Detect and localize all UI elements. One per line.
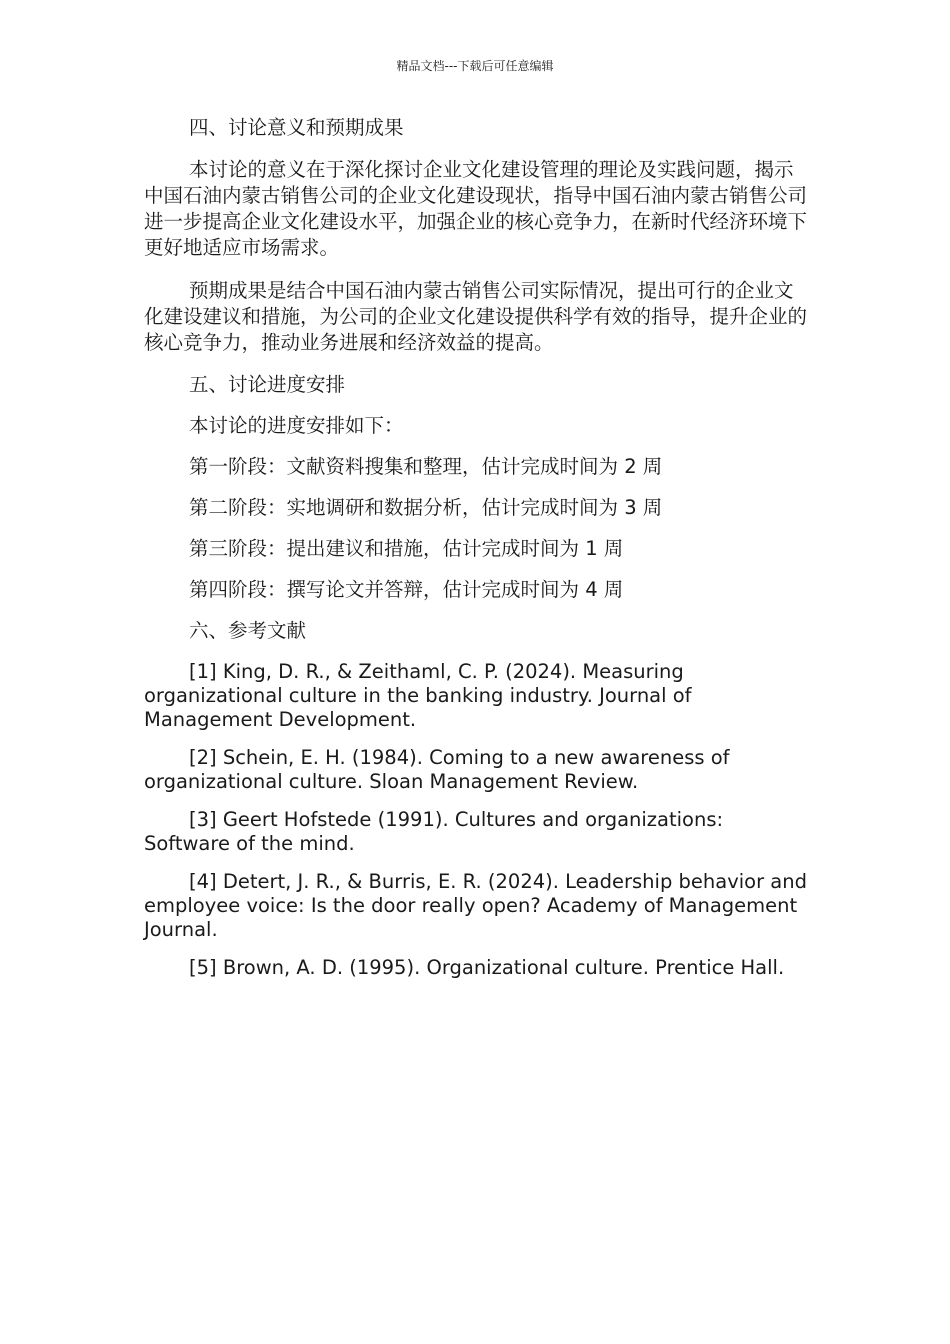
reference-item: [1] King, D. R., & Zeithaml, C. P. (2024). Measuring organizational culture in the banking industry. Journal of Management Development. xyxy=(144,660,692,731)
section-4-paragraph-2: 预期成果是结合中国石油内蒙古销售公司实际情况，提出可行的企业文化建设建议和措施，为公司的企业文化建设提供科学有效的指导，提升企业的核心竞争力，推动业务进展和经济效益的提高。 xyxy=(144,279,808,354)
section-4-paragraph-1: 本讨论的意义在于深化探讨企业文化建设管理的理论及实践问题，揭示中国石油内蒙古销售公司的企业文化建设现状，指导中国石油内蒙古销售公司进一步提高企业文化建设水平，加强企业的核心竞争力，在新时代经济环境下更好地适应市场需求。 xyxy=(144,158,808,259)
stage-item: 第四阶段：撰写论文并答辩，估计完成时间为 4 周 xyxy=(189,578,624,601)
section-6-title: 六、参考文献 xyxy=(189,619,307,642)
section-5-title: 五、讨论进度安排 xyxy=(189,373,346,396)
reference-item: [5] Brown, A. D. (1995). Organizational culture. Prentice Hall. xyxy=(189,956,785,979)
document-body xyxy=(144,116,809,994)
reference-item: [4] Detert, J. R., & Burris, E. R. (2024). Leadership behavior and employee voice: Is the door really open? Academy of Management Journal. xyxy=(144,870,807,941)
stage-item: 第二阶段：实地调研和数据分析，估计完成时间为 3 周 xyxy=(189,496,663,519)
reference-item: [2] Schein, E. H. (1984). Coming to a new awareness of organizational culture. Sloan Management Review. xyxy=(144,746,730,793)
section-4-title: 四、讨论意义和预期成果 xyxy=(189,116,404,139)
stage-item: 第三阶段：提出建议和措施，估计完成时间为 1 周 xyxy=(189,537,624,560)
page-header: 精品文档---下载后可任意编辑 xyxy=(396,59,554,73)
reference-item: [3] Geert Hofstede (1991). Cultures and organizations: Software of the mind. xyxy=(144,808,724,855)
section-5-intro: 本讨论的进度安排如下： xyxy=(189,414,404,437)
stage-item: 第一阶段：文献资料搜集和整理，估计完成时间为 2 周 xyxy=(189,455,663,478)
